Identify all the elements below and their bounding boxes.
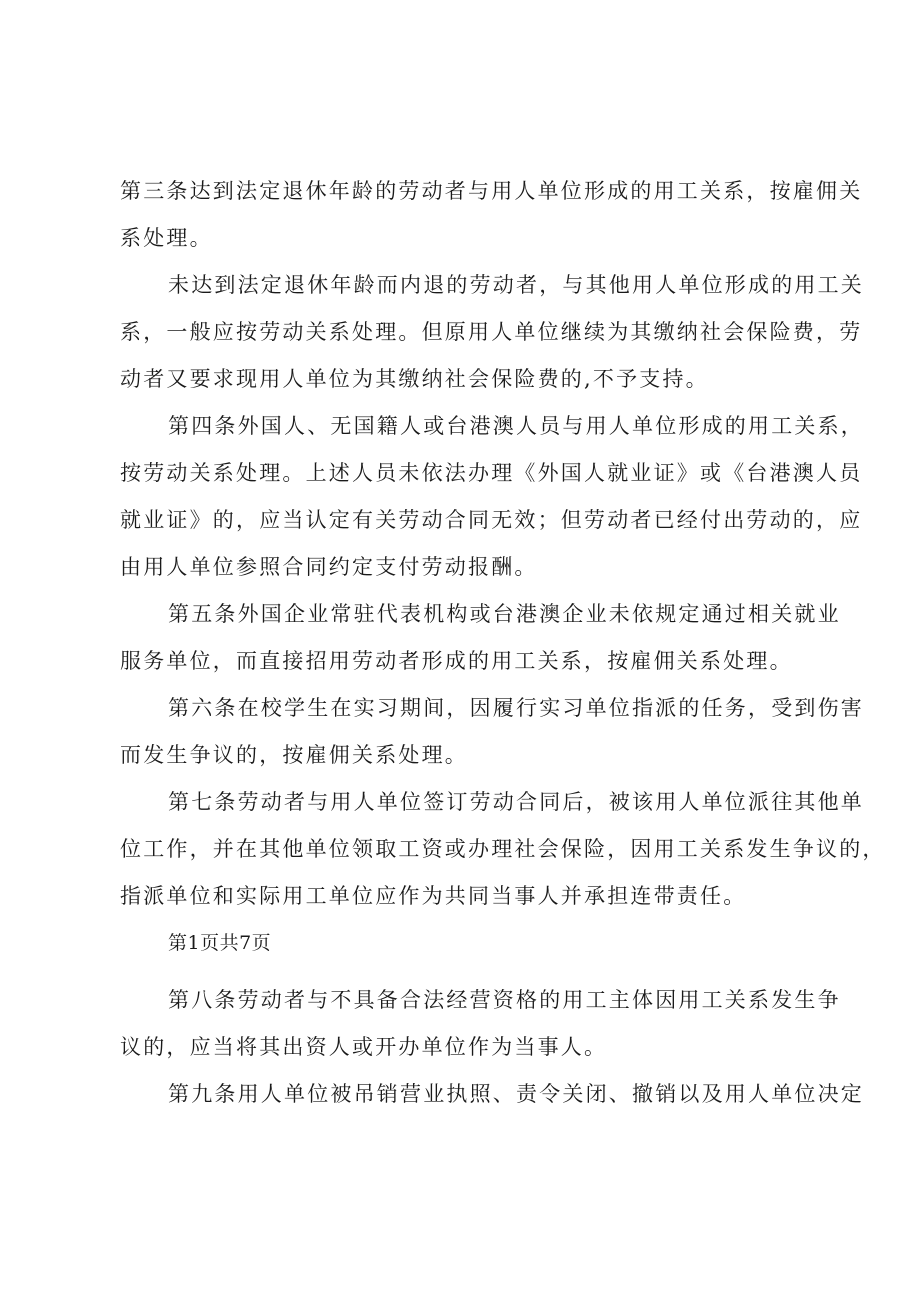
article-5-line-2: 服务单位，而直接招用劳动者形成的用工关系，按雇佣关系处理。 — [120, 649, 793, 673]
article-7-line-2: 位工作，并在其他单位领取工资或办理社会保险，因用工关系发生争议的， — [120, 837, 886, 861]
article-3-line-2: 系处理。 — [120, 226, 213, 250]
article-9-line-1: 第九条用人单位被吊销营业执照、责令关闭、撤销以及用人单位决定 — [168, 1082, 864, 1106]
article-7-line-1: 第七条劳动者与用人单位签订劳动合同后，被该用人单位派往其他单 — [168, 790, 864, 814]
article-4-line-2: 按劳动关系处理。上述人员未依法办理《外国人就业证》或《台港澳人员 — [120, 461, 863, 485]
paragraph-early-retirement-line-3: 动者又要求现用人单位为其缴纳社会保险费的,不予支持。 — [120, 367, 709, 391]
page-number-footer: 第1页共7页 — [168, 932, 272, 954]
article-3-line-1: 第三条达到法定退休年龄的劳动者与用人单位形成的用工关系，按雇佣关 — [120, 179, 863, 203]
article-6-line-1: 第六条在校学生在实习期间，因履行实习单位指派的任务，受到伤害 — [168, 696, 864, 720]
article-4-line-3: 就业证》的，应当认定有关劳动合同无效；但劳动者已经付出劳动的，应 — [120, 508, 863, 532]
article-4-line-1: 第四条外国人、无国籍人或台港澳人员与用人单位形成的用工关系， — [168, 414, 864, 438]
article-4-line-4: 由用人单位参照合同约定支付劳动报酬。 — [120, 555, 538, 579]
article-8-line-2: 议的，应当将其出资人或开办单位作为当事人。 — [120, 1035, 608, 1059]
article-7-line-3: 指派单位和实际用工单位应作为共同当事人并承担连带责任。 — [120, 884, 747, 908]
paragraph-early-retirement-line-2: 系，一般应按劳动关系处理。但原用人单位继续为其缴纳社会保险费，劳 — [120, 320, 863, 344]
article-8-line-1: 第八条劳动者与不具备合法经营资格的用工主体因用工关系发生争 — [168, 988, 841, 1012]
article-6-line-2: 而发生争议的，按雇佣关系处理。 — [120, 743, 468, 767]
paragraph-early-retirement-line-1: 未达到法定退休年龄而内退的劳动者，与其他用人单位形成的用工关 — [168, 273, 864, 297]
article-5-line-1: 第五条外国企业常驻代表机构或台港澳企业未依规定通过相关就业 — [168, 602, 841, 626]
